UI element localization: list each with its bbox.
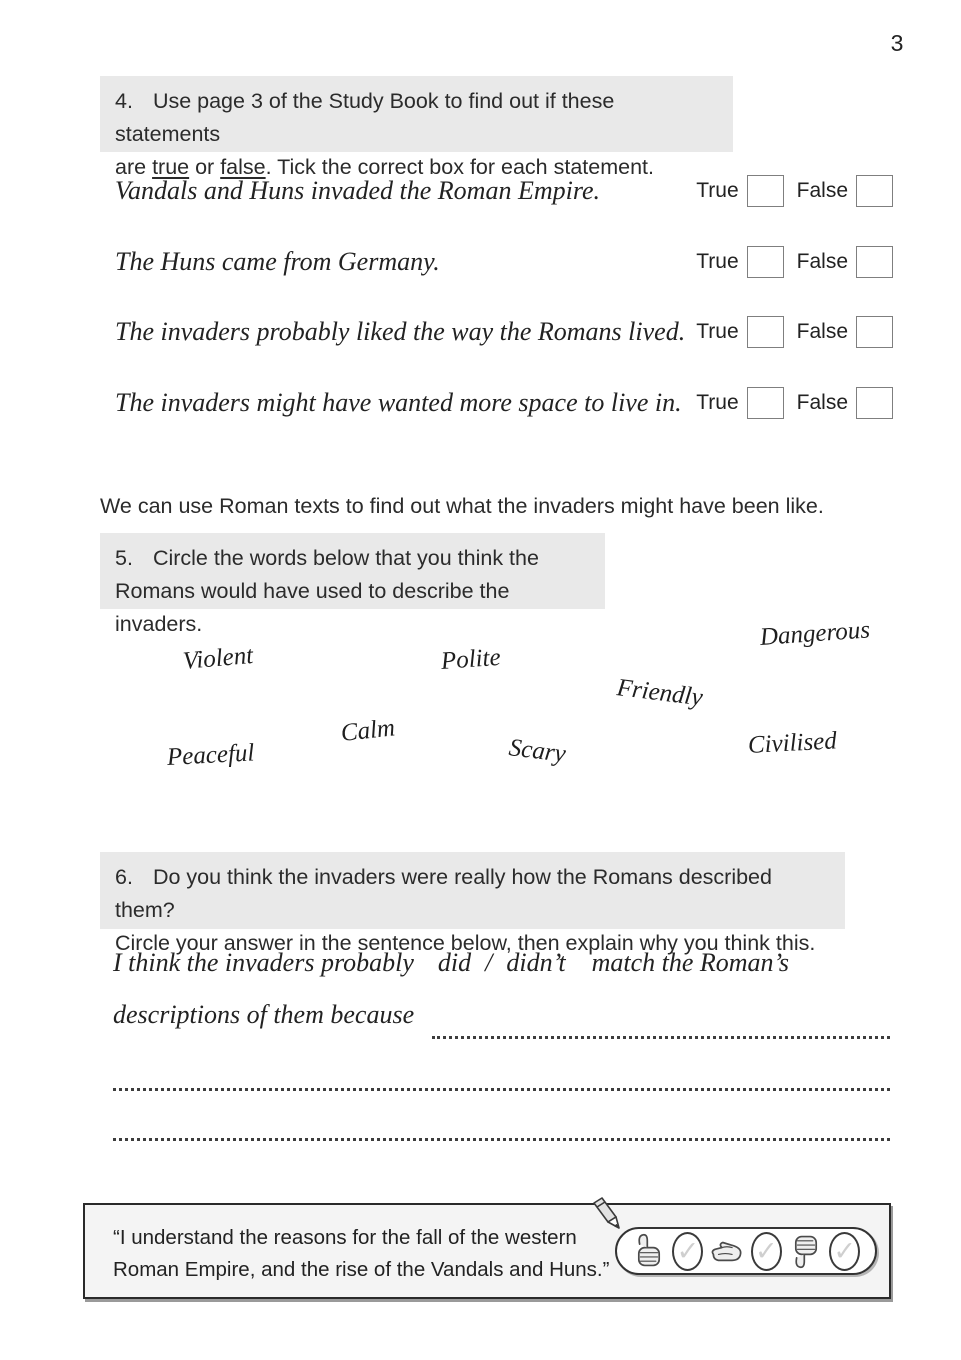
false-checkbox[interactable] bbox=[856, 246, 893, 278]
true-checkbox[interactable] bbox=[747, 246, 784, 278]
q6-prompt-text1: Do you think the invaders were really how the Romans described them? bbox=[115, 865, 772, 922]
q4-prompt-text1: Use page 3 of the Study Book to find out if these statements bbox=[115, 89, 615, 146]
q4-prompt-box bbox=[100, 76, 733, 179]
q5-prompt-line2: Romans would have used to describe the invaders. bbox=[115, 579, 510, 636]
q4-word-false: false bbox=[220, 155, 266, 179]
q4-word-true: true bbox=[152, 155, 190, 179]
assessment-circle-bad[interactable] bbox=[829, 1232, 860, 1271]
assessment-circle-good[interactable] bbox=[672, 1232, 703, 1271]
statement-text: The Huns came from Germany. bbox=[115, 247, 440, 276]
q6-number: 6. bbox=[115, 865, 133, 889]
answer-line[interactable] bbox=[432, 1036, 890, 1039]
true-false-group bbox=[696, 316, 893, 348]
true-checkbox[interactable] bbox=[747, 316, 784, 348]
self-assessment-pill bbox=[615, 1227, 877, 1275]
false-label: False bbox=[796, 320, 848, 343]
q6-prompt-line1 bbox=[115, 861, 831, 927]
sentence-end: match the Roman’s bbox=[591, 948, 789, 977]
true-false-group bbox=[696, 246, 893, 278]
answer-sentence-line2: descriptions of them because bbox=[113, 1000, 415, 1029]
q5-prompt-text1: Circle the words below that you think the bbox=[152, 546, 539, 570]
q4-prompt-or: or bbox=[189, 155, 221, 179]
true-false-group bbox=[696, 387, 893, 419]
thumbs-down-icon bbox=[789, 1232, 823, 1270]
true-checkbox[interactable] bbox=[747, 175, 784, 207]
false-checkbox[interactable] bbox=[856, 175, 893, 207]
statement-text: The invaders might have wanted more space to live in. bbox=[115, 388, 682, 417]
word-friendly[interactable]: Friendly bbox=[615, 674, 705, 712]
false-label: False bbox=[796, 391, 848, 414]
statement-row bbox=[115, 311, 893, 353]
statement-row bbox=[115, 241, 893, 283]
thumbs-up-icon bbox=[632, 1232, 666, 1270]
q5-number: 5. bbox=[115, 546, 133, 570]
check-icon: ✓ bbox=[755, 1235, 778, 1267]
option-didnt[interactable]: didn’t bbox=[506, 948, 566, 977]
option-did[interactable]: did bbox=[437, 948, 472, 977]
self-assessment-box bbox=[83, 1203, 891, 1299]
word-violent[interactable]: Violent bbox=[181, 641, 255, 675]
q4-prompt-rest: . Tick the correct box for each statement. bbox=[265, 155, 654, 179]
word-scary[interactable]: Scary bbox=[507, 734, 568, 768]
false-checkbox[interactable] bbox=[856, 387, 893, 419]
true-label: True bbox=[696, 391, 739, 414]
q4-prompt-line1 bbox=[115, 85, 719, 151]
word-dangerous[interactable]: Dangerous bbox=[759, 616, 871, 651]
option-separator: / bbox=[485, 948, 493, 977]
answer-line[interactable] bbox=[113, 1138, 890, 1141]
learning-objective-line1: “I understand the reasons for the fall of the western bbox=[113, 1226, 577, 1249]
check-icon: ✓ bbox=[676, 1235, 700, 1267]
intro-text: We can use Roman texts to find out what the invaders might have been like. bbox=[100, 494, 824, 518]
q4-number: 4. bbox=[115, 89, 133, 113]
sentence-start: I think the invaders probably bbox=[113, 948, 414, 977]
q6-prompt-box bbox=[100, 852, 845, 955]
word-calm[interactable]: Calm bbox=[339, 714, 397, 747]
statement-text: Vandals and Huns invaded the Roman Empire. bbox=[115, 176, 601, 205]
q5-prompt-line1 bbox=[115, 542, 591, 575]
true-false-group bbox=[696, 175, 893, 207]
word-civilised[interactable]: Civilised bbox=[747, 727, 838, 759]
check-icon: ✓ bbox=[833, 1235, 857, 1267]
pencil-icon bbox=[588, 1195, 628, 1235]
false-label: False bbox=[796, 250, 848, 273]
true-label: True bbox=[696, 320, 739, 343]
q5-prompt-box bbox=[100, 533, 605, 636]
true-checkbox[interactable] bbox=[747, 387, 784, 419]
word-polite[interactable]: Polite bbox=[440, 643, 502, 675]
statement-row bbox=[115, 382, 893, 424]
assessment-circle-ok[interactable] bbox=[751, 1232, 782, 1271]
answer-line[interactable] bbox=[113, 1088, 890, 1091]
word-peaceful[interactable]: Peaceful bbox=[166, 739, 256, 771]
answer-sentence bbox=[113, 948, 789, 978]
learning-objective-text bbox=[113, 1222, 609, 1286]
false-label: False bbox=[796, 179, 848, 202]
hand-so-so-icon bbox=[710, 1232, 744, 1270]
q6-prompt-line2: Circle your answer in the sentence below, then explain why you think this. bbox=[115, 931, 816, 955]
statement-text: The invaders probably liked the way the Romans lived. bbox=[115, 317, 686, 346]
true-label: True bbox=[696, 179, 739, 202]
false-checkbox[interactable] bbox=[856, 316, 893, 348]
learning-objective-line2: Roman Empire, and the rise of the Vandals and Huns.” bbox=[113, 1258, 610, 1281]
page-number: 3 bbox=[890, 30, 904, 56]
statement-row bbox=[115, 170, 893, 212]
q4-prompt-are: are bbox=[115, 155, 153, 179]
true-label: True bbox=[696, 250, 739, 273]
